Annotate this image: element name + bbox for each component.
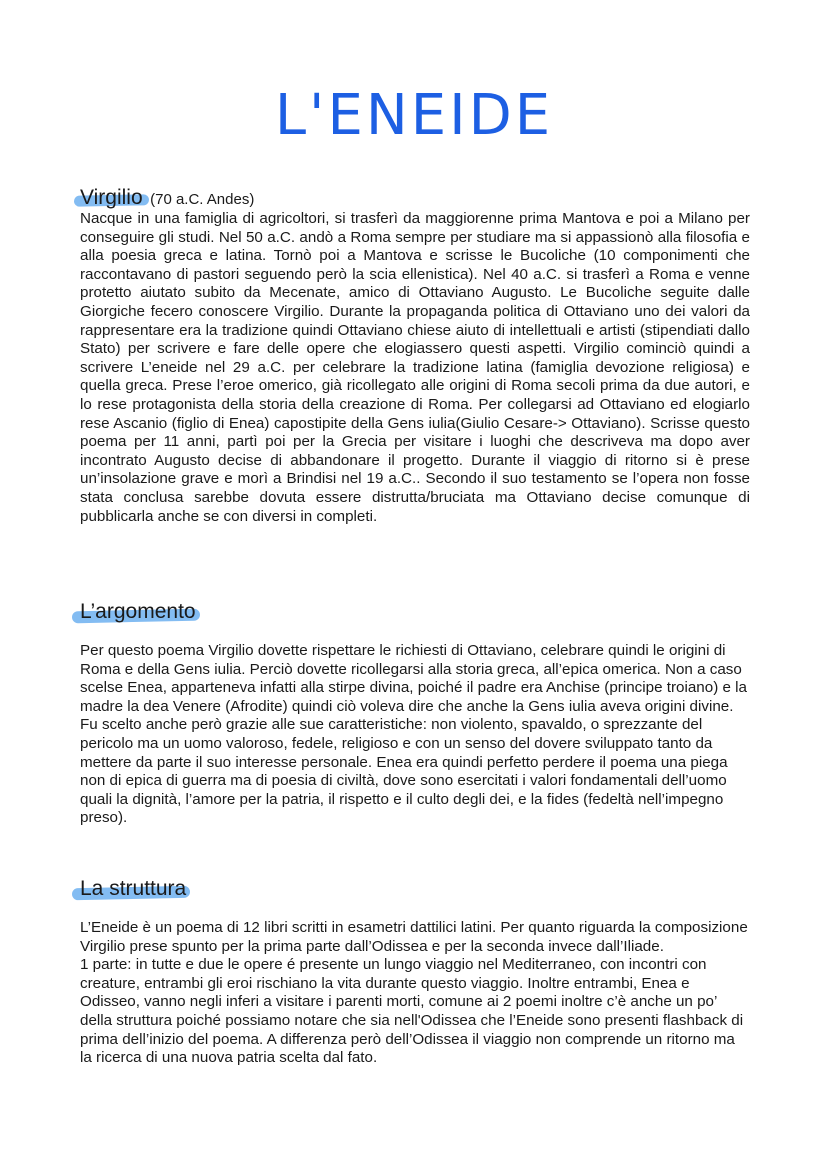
paragraph: L’Eneide è un poema di 12 libri scritti in esametri dattilici latini. Per quanto riguarda la composizione Virgilio prese spunto per la prima parte dall’Odissea e per la seconda invece dall’Iliade.	[80, 919, 748, 955]
paragraph: Nacque in una famiglia di agricoltori, si trasferì da maggiorenne prima Mantova e poi a Milano per conseguire gli studi. Nel 50 a.C. andò a Roma sempre per studiare ma si appassionò alla filosofia e alla poesia greca e latina. Tornò poi a Mantova e scrisse le Bucoliche (10 componimenti che raccontavano di pastori seguendo però la scia ellenistica). Nel 40 a.C. si trasferì a Roma e venne protetto aiutato subito da Mecenate, amico di Ottaviano Augusto. Le Bucoliche seguite dalle Giorgiche fecero conoscere Virgilio. Durante la propaganda politica di Ottaviano uno dei valori da rappresentare era la tradizione quindi Ottaviano chiese aiuto di intellettuali e artisti (stipendiati dallo Stato) per scrivere e fare delle opere che elogiassero questi aspetti. Virgilio cominciò quindi a scrivere L’eneide nel 29 a.C. per celebrare la tradizione latina (famiglia devozione religiosa) e quella greca. Prese l’eroe omerico, già ricollegato alle origini di Roma secoli prima da due autori, e lo rese protagonista della storia della creazione di Roma. Per collegarsi ad Ottaviano ed elogiarlo rese Ascanio (figlio di Enea) capostipite della Gens iulia(Giulio Cesare-> Ottaviano). Scrisse questo poema per 11 anni, partì poi per la Grecia per visitare i luoghi che descriveva ma dopo aver incontrato Augusto decise di abbandonare il progetto. Durante il viaggio di ritorno si è prese un’insolazione grave e morì a Brindisi nel 19 a.C.. Secondo il suo testamento se l’opera non fosse stata conclusa sarebbe dovuta essere distrutta/bruciata ma Ottaviano decise comunque di pubblicarla anche se con diversi in completi.	[80, 210, 750, 525]
page-title-svg	[0, 78, 828, 148]
section-struttura	[80, 877, 750, 1068]
section-heading-struttura	[80, 877, 186, 901]
section-virgilio	[80, 186, 750, 526]
page-title	[0, 78, 828, 148]
heading-text: La struttura	[80, 877, 187, 900]
section-subtitle: (70 a.C. Andes)	[150, 191, 255, 208]
section-heading-argomento	[80, 600, 196, 624]
paragraph: Per questo poema Virgilio dovette rispettare le richiesti di Ottaviano, celebrare quindi le origini di Roma e della Gens iulia. Perciò dovette ricollegarsi alla storia greca, all’epica omerica. Non a caso scelse Enea, apparteneva infatti alla stirpe divina, poiché il padre era Anchise (principe troiano) e la madre la dea Venere (Afrodite) quindi ciò voleva dire che anche la Gens iulia aveva origini divine. Fu scelto anche però grazie alle sue caratteristiche: non violento, spavaldo, o sprezzante del pericolo ma un uomo valoroso, fedele, religioso e con un senso del dovere sviluppato tanto da mettere da parte il suo interesse personale. Enea era quindi perfetto perdere il poema una piega non di epica di guerra ma di poesia di civiltà, dove sono esercitati i valori fondamentali dell’uomo quali la dignità, l’amore per la patria, il rispetto e il culto degli dei, e la fides (fedeltà nell’impegno preso).	[80, 642, 747, 827]
page-title-text: L'ENEIDE	[274, 83, 554, 148]
heading-text: Virgilio	[80, 186, 143, 209]
paragraph: 1 parte: in tutte e due le opere é presente un lungo viaggio nel Mediterraneo, con incontri con creature, entrambi gli eroi rischiano la vita durante questo viaggio. Inoltre entrambi, Enea e Odisseo, vanno negli inferi a visitare i parenti morti, comune ai 2 poemi inoltre c’è anche un po’ della struttura poiché possiamo notare che sia nell'Odissea che l’Eneide sono presenti flashback di prima dell’inizio del poema. A differenza però dell’Odissea il viaggio non comprende un ritorno ma la ricerca di una nuova patria scelta dal fato.	[80, 956, 744, 1067]
section-heading-virgilio	[80, 186, 143, 210]
heading-text: L’argomento	[80, 600, 196, 623]
section-argomento	[80, 600, 750, 828]
